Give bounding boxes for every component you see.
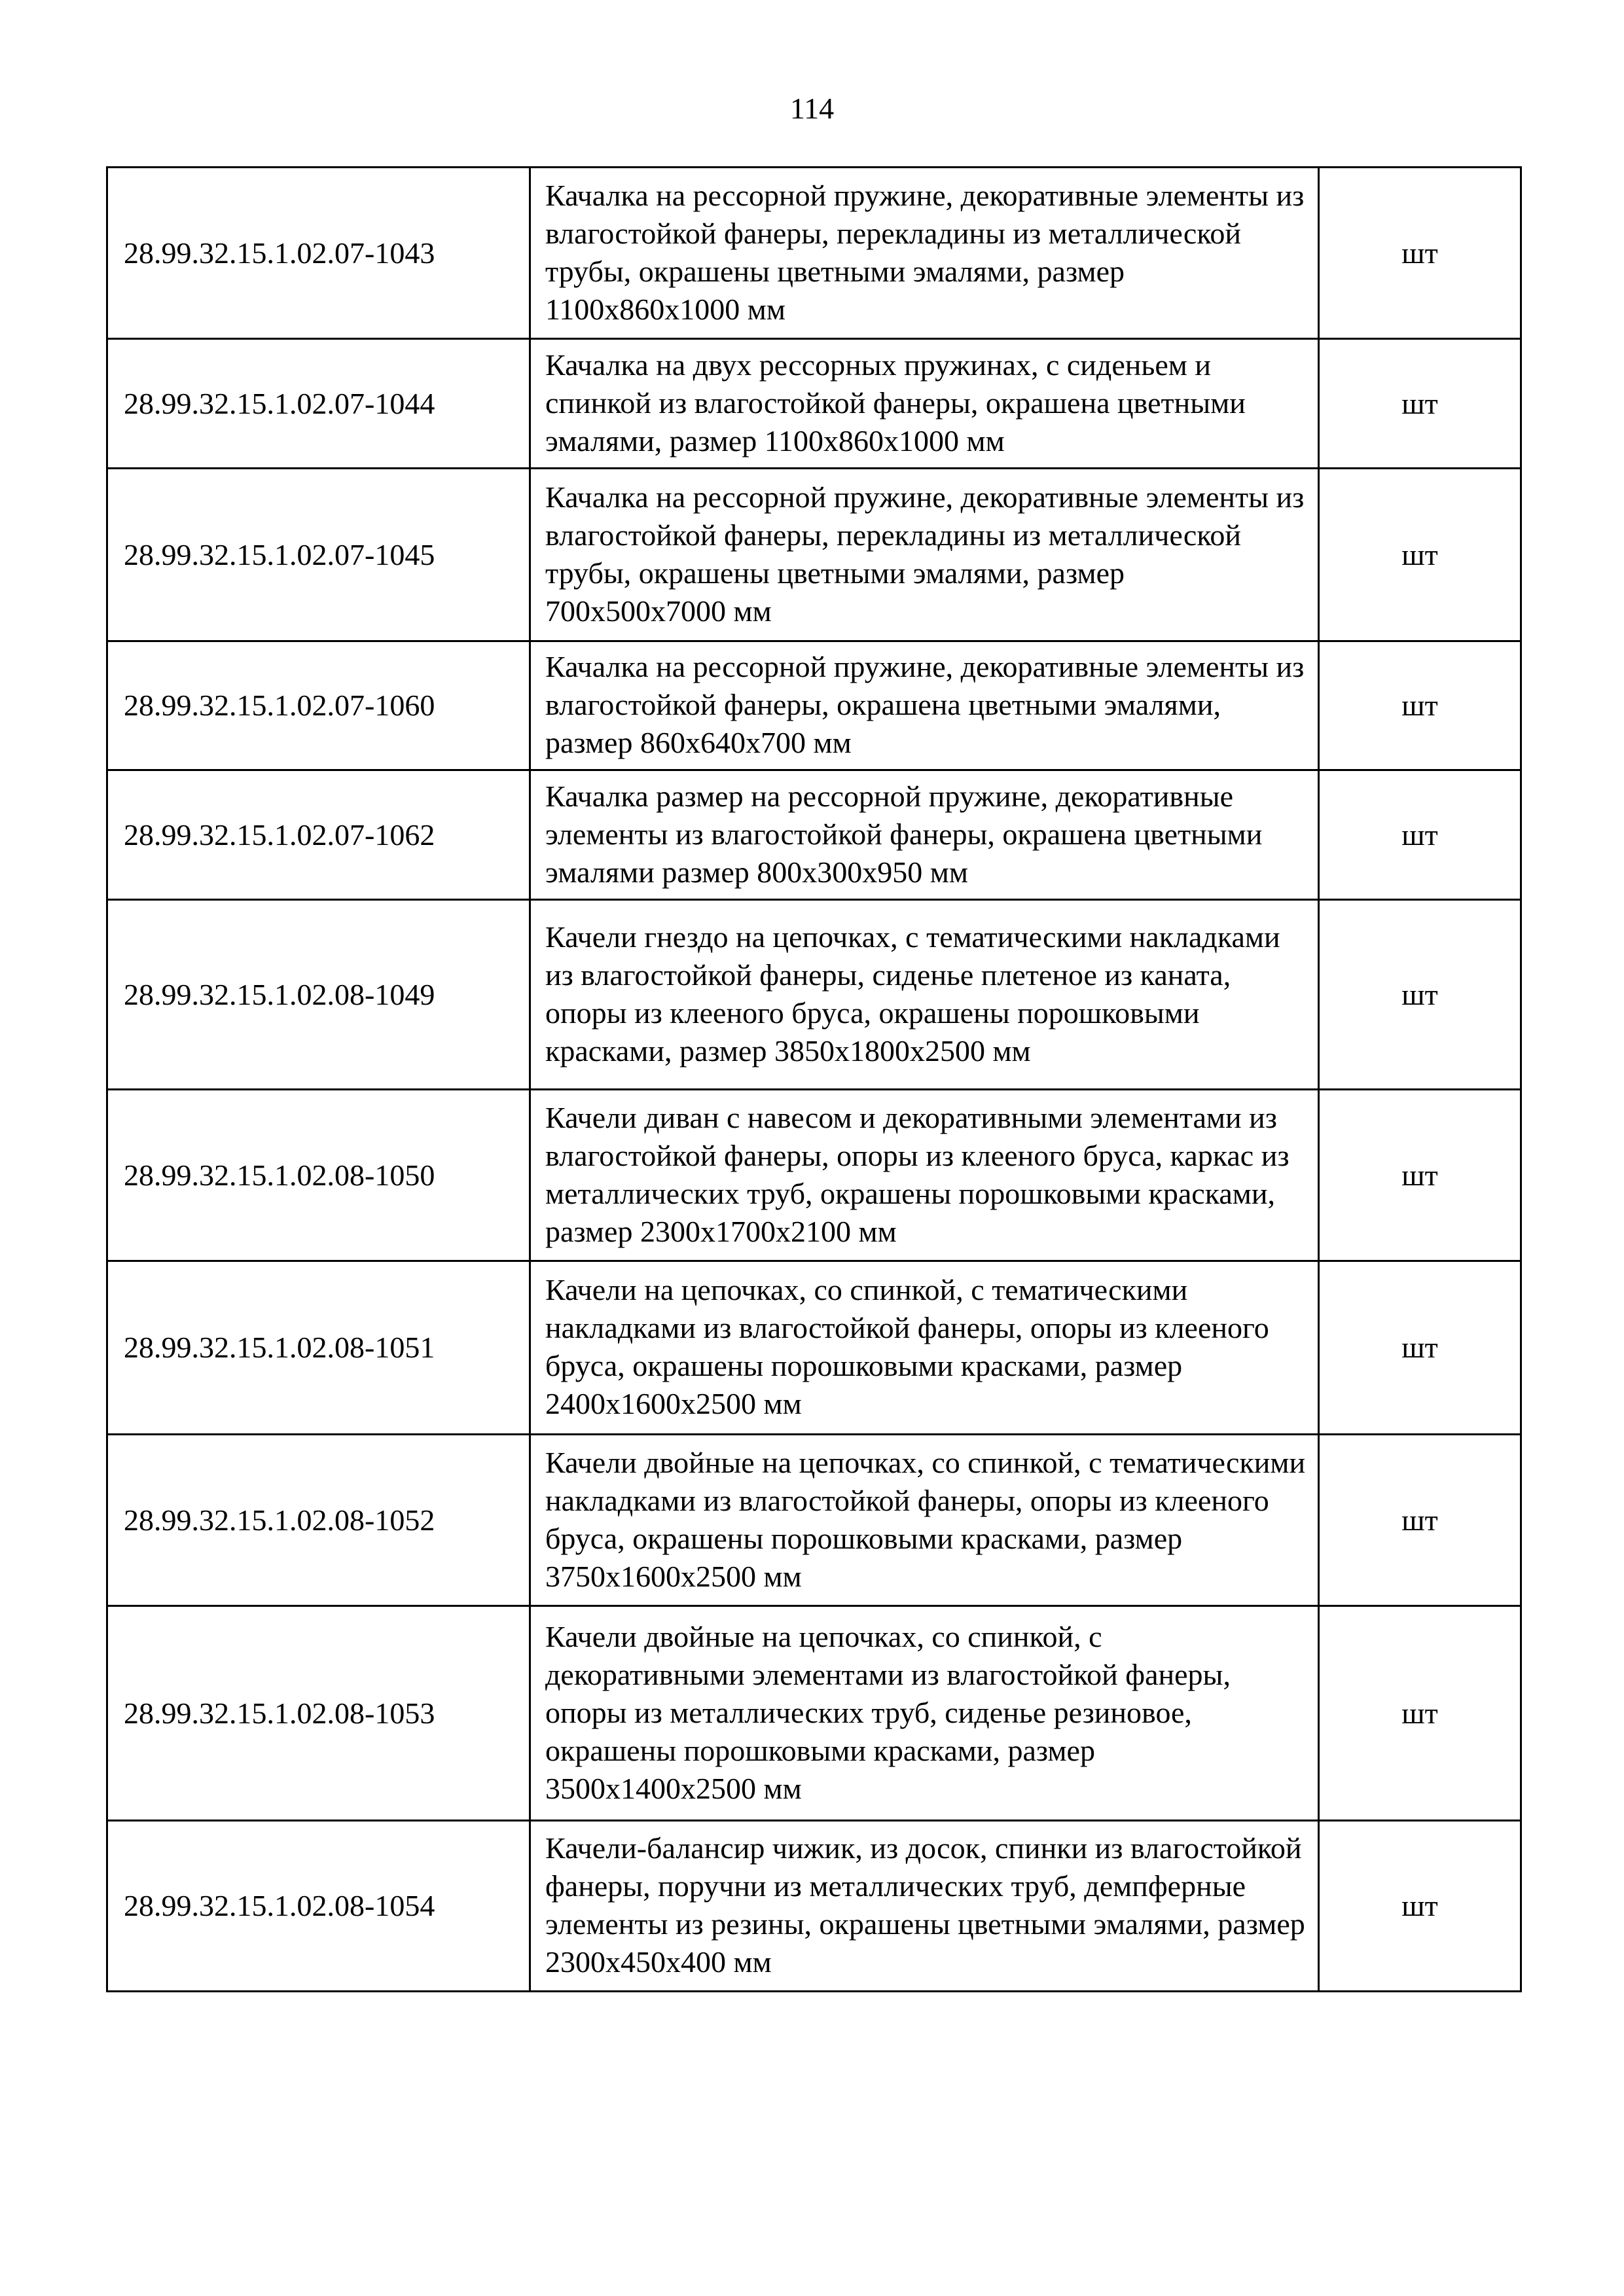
resource-code: 28.99.32.15.1.02.07-1043 [107,168,530,339]
resource-description: Качалка на рессорной пружине, декоративные элементы из влагостойкой фанеры, перекладины из металлической трубы, окрашены цветными эмалями, размер 1100х860х1000 мм [530,168,1319,339]
unit-of-measure: шт [1319,1435,1521,1606]
table-row [107,641,1521,770]
resource-description: Качалка на двух рессорных пружинах, с сиденьем и спинкой из влагостойкой фанеры, окрашена цветными эмалями, размер 1100х860х1000 мм [530,339,1319,469]
resource-code: 28.99.32.15.1.02.08-1054 [107,1821,530,1992]
unit-of-measure: шт [1319,641,1521,770]
resource-description: Качели гнездо на цепочках, с тематическими накладками из влагостойкой фанеры, сиденье плетеное из каната, опоры из клееного бруса, окрашены порошковыми красками, размер 3850х1800х2500 мм [530,900,1319,1090]
unit-of-measure: шт [1319,1821,1521,1992]
unit-of-measure: шт [1319,469,1521,641]
resource-code: 28.99.32.15.1.02.07-1062 [107,770,530,900]
unit-of-measure: шт [1319,770,1521,900]
table-row [107,900,1521,1090]
resource-code: 28.99.32.15.1.02.08-1049 [107,900,530,1090]
resource-description: Качели диван с навесом и декоративными элементами из влагостойкой фанеры, опоры из клееного бруса, каркас из металлических труб, окрашены порошковыми красками, размер 2300х1700х2100 мм [530,1090,1319,1261]
table-row [107,1606,1521,1821]
resource-description: Качели двойные на цепочках, со спинкой, с тематическими накладками из влагостойкой фанеры, опоры из клееного бруса, окрашены порошковыми красками, размер 3750х1600х2500 мм [530,1435,1319,1606]
table-row [107,1435,1521,1606]
resource-code: 28.99.32.15.1.02.08-1052 [107,1435,530,1606]
resource-description: Качели двойные на цепочках, со спинкой, с декоративными элементами из влагостойкой фанеры, опоры из металлических труб, сиденье резиновое, окрашены порошковыми красками, размер 3500х1400х2500 мм [530,1606,1319,1821]
table-row [107,1261,1521,1435]
unit-of-measure: шт [1319,1090,1521,1261]
resource-description: Качалка размер на рессорной пружине, декоративные элементы из влагостойкой фанеры, окрашена цветными эмалями размер 800х300х950 мм [530,770,1319,900]
table-row [107,770,1521,900]
unit-of-measure: шт [1319,339,1521,469]
resource-code: 28.99.32.15.1.02.07-1044 [107,339,530,469]
resource-code: 28.99.32.15.1.02.08-1051 [107,1261,530,1435]
resource-code: 28.99.32.15.1.02.07-1045 [107,469,530,641]
unit-of-measure: шт [1319,1261,1521,1435]
table-row [107,339,1521,469]
table-row [107,469,1521,641]
resource-code: 28.99.32.15.1.02.07-1060 [107,641,530,770]
resource-table [106,166,1522,1992]
resource-code: 28.99.32.15.1.02.08-1050 [107,1090,530,1261]
table-row [107,1821,1521,1992]
resource-description: Качели на цепочках, со спинкой, с тематическими накладками из влагостойкой фанеры, опоры из клееного бруса, окрашены порошковыми красками, размер 2400х1600х2500 мм [530,1261,1319,1435]
page-number: 114 [789,92,835,125]
resource-description: Качалка на рессорной пружине, декоративные элементы из влагостойкой фанеры, окрашена цветными эмалями, размер 860х640х700 мм [530,641,1319,770]
resource-code: 28.99.32.15.1.02.08-1053 [107,1606,530,1821]
resource-description: Качалка на рессорной пружине, декоративные элементы из влагостойкой фанеры, перекладины из металлической трубы, окрашены цветными эмалями, размер 700х500х7000 мм [530,469,1319,641]
unit-of-measure: шт [1319,1606,1521,1821]
resource-description: Качели-балансир чижик, из досок, спинки из влагостойкой фанеры, поручни из металлических труб, демпферные элементы из резины, окрашены цветными эмалями, размер 2300х450х400 мм [530,1821,1319,1992]
unit-of-measure: шт [1319,900,1521,1090]
unit-of-measure: шт [1319,168,1521,339]
table-row [107,1090,1521,1261]
table-row [107,168,1521,339]
